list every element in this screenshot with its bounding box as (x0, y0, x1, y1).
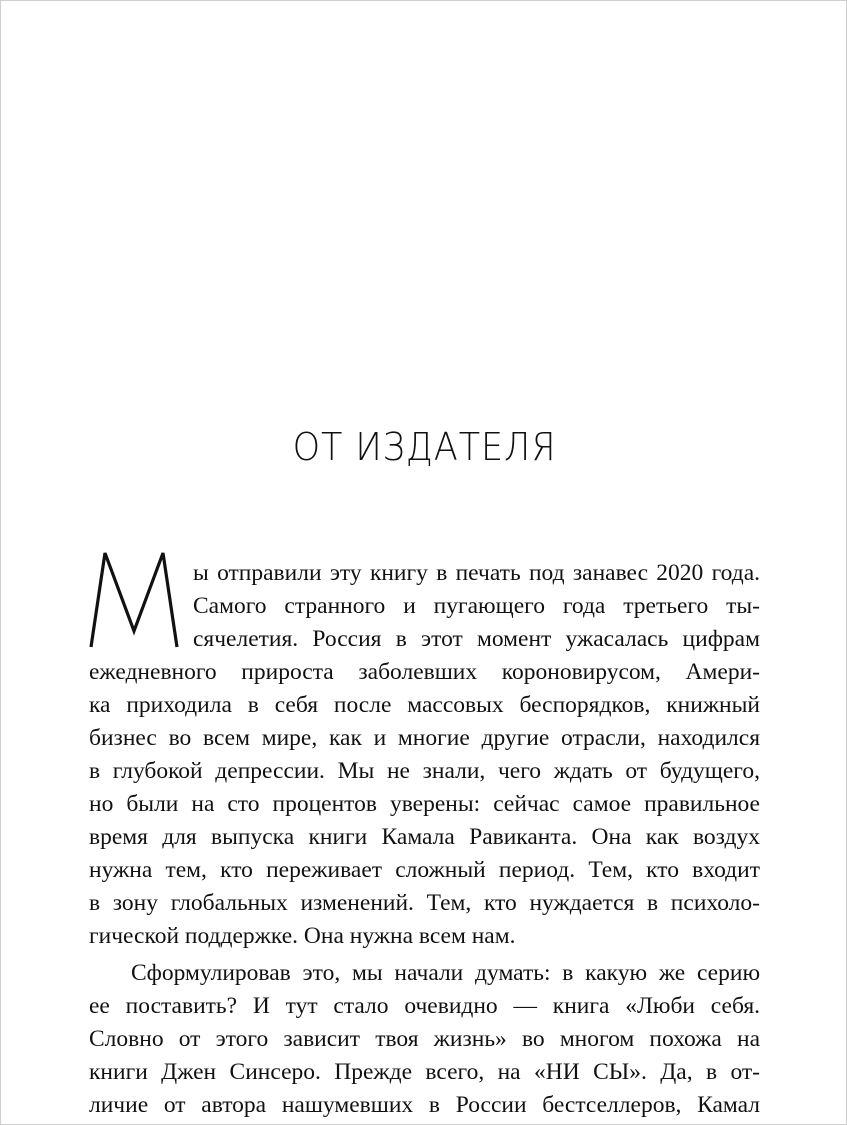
paragraph-line: время для выпуска книги Камала Равиканта. Она как воздух (89, 824, 760, 850)
paragraph-line: гической поддержке. Она нужна всем нам. (89, 923, 516, 949)
paragraph-line: но были на сто процентов уверены: сейчас самое правильное (89, 791, 760, 817)
dropcap-letter-m (87, 549, 181, 649)
paragraph-line: бизнес во всем мире, как и многие другие отрасли, находился (89, 725, 760, 751)
paragraph-line: сячелетия. Россия в этот момент ужасалась цифрам (193, 626, 760, 652)
paragraph-line: ежедневного прироста заболевших короновирусом, Амери- (89, 659, 760, 685)
paragraph-line: ы отправили эту книгу в печать под занавес 2020 года. (193, 560, 760, 586)
paragraph-line: ка приходила в себя после массовых беспорядков, книжный (89, 692, 760, 718)
paragraph-line: ее поставить? И тут стало очевидно — книга «Люби себя. (89, 993, 760, 1019)
paragraph-line: в глубокой депрессии. Мы не знали, чего ждать от будущего, (89, 758, 760, 784)
chapter-title: ОТ ИЗДАТЕЛЯ (292, 425, 557, 469)
paragraph-line: личие от автора нашумевших в России бестселлеров, Камал (89, 1092, 760, 1118)
paragraph-line: Словно от этого зависит твоя жизнь» во многом похожа на (89, 1026, 760, 1052)
paragraph-line: Сформулировав это, мы начали думать: в какую же серию (131, 960, 760, 986)
paragraph-line: Самого странного и пугающего года третьего ты- (193, 593, 760, 619)
paragraph-line: в зону глобальных изменений. Тем, кто нуждается в психоло- (89, 890, 760, 916)
paragraph-line: нужна тем, кто переживает сложный период. Тем, кто входит (89, 857, 760, 883)
paragraph-line: книги Джен Синсеро. Прежде всего, на «НИ СЫ». Да, в от- (89, 1059, 760, 1085)
